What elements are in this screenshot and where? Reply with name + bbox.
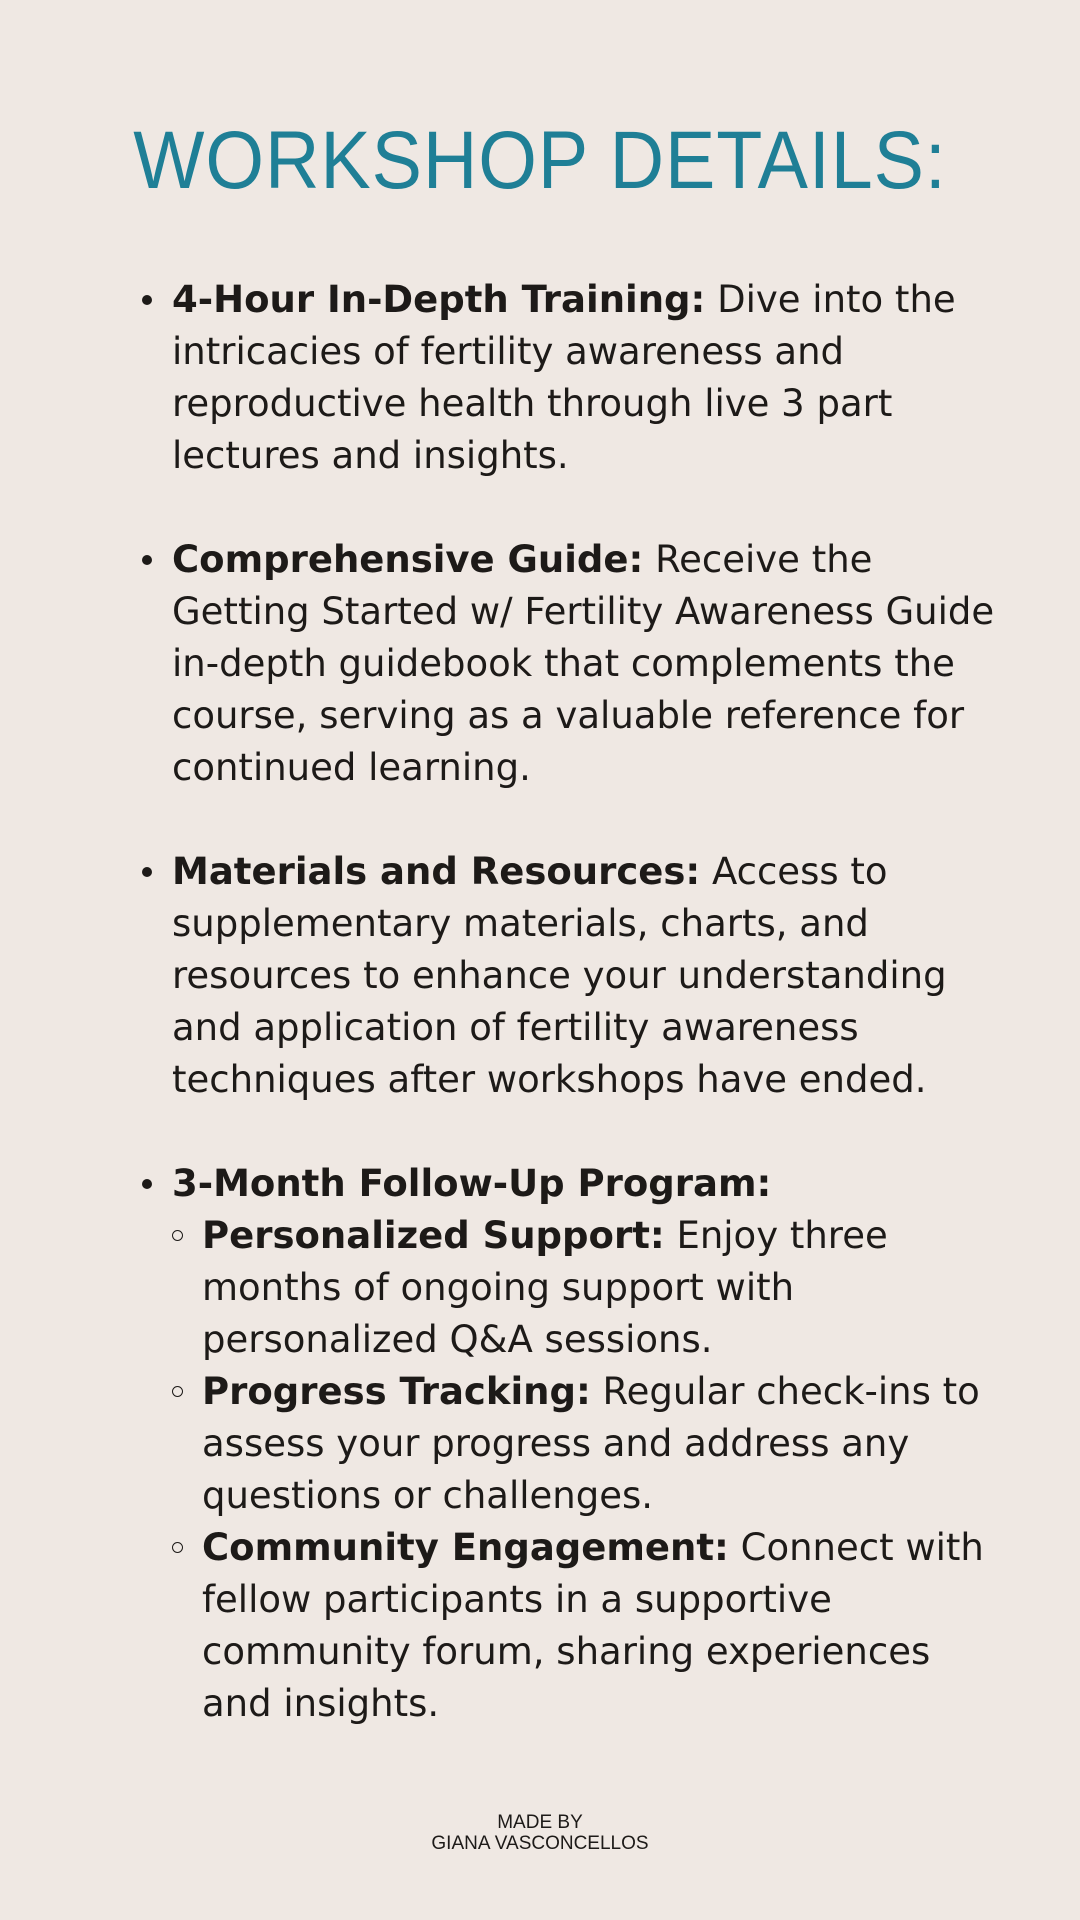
sub-item-term: Personalized Support: bbox=[202, 1214, 665, 1257]
sub-item-text: Enjoy three months of ongoing support with personalized Q&A sessions. bbox=[202, 1214, 888, 1361]
sub-item-community bbox=[138, 1522, 998, 1730]
item-term: Materials and Resources: bbox=[172, 850, 701, 893]
item-text: Dive into the intricacies of fertility awareness and reproductive health through live 3 part lectures and insights. bbox=[172, 278, 956, 477]
credit bbox=[0, 1812, 1080, 1854]
circle-bullet-icon bbox=[172, 1230, 183, 1241]
item-term: 4-Hour In-Depth Training: bbox=[172, 278, 706, 321]
sub-item-text: Regular check-ins to assess your progress and address any questions or challenges. bbox=[202, 1370, 980, 1517]
details-list bbox=[138, 274, 998, 1782]
item-text: Access to supplementary materials, charts, and resources to enhance your understanding and application of fertility awareness techniques after workshops have ended. bbox=[172, 850, 947, 1101]
item-term: 3-Month Follow-Up Program: bbox=[172, 1162, 772, 1205]
bullet-icon bbox=[142, 867, 152, 877]
sub-item-tracking bbox=[138, 1366, 998, 1522]
circle-bullet-icon bbox=[172, 1386, 183, 1397]
credit-line-made-by: MADE BY bbox=[497, 1812, 583, 1833]
list-item-follow-up bbox=[138, 1158, 998, 1730]
bullet-icon bbox=[142, 295, 152, 305]
credit-line-author: GIANA VASCONCELLOS bbox=[431, 1833, 649, 1854]
bullet-icon bbox=[142, 1179, 152, 1189]
page-title: WORKSHOP DETAILS: bbox=[133, 115, 947, 206]
list-item-training bbox=[138, 274, 998, 482]
sub-item-support bbox=[138, 1210, 998, 1366]
item-term: Comprehensive Guide: bbox=[172, 538, 644, 581]
item-text: Receive the Getting Started w/ Fertility Awareness Guide in-depth guidebook that complements the course, serving as a valuable reference for continued learning. bbox=[172, 538, 995, 789]
sub-item-term: Progress Tracking: bbox=[202, 1370, 591, 1413]
sub-item-text: Connect with fellow participants in a supportive community forum, sharing experiences and insights. bbox=[202, 1526, 984, 1725]
sub-item-term: Community Engagement: bbox=[202, 1526, 729, 1569]
circle-bullet-icon bbox=[172, 1542, 183, 1553]
bullet-icon bbox=[142, 555, 152, 565]
follow-up-sublist bbox=[138, 1210, 998, 1730]
list-item-materials bbox=[138, 846, 998, 1106]
list-item-guide bbox=[138, 534, 998, 794]
